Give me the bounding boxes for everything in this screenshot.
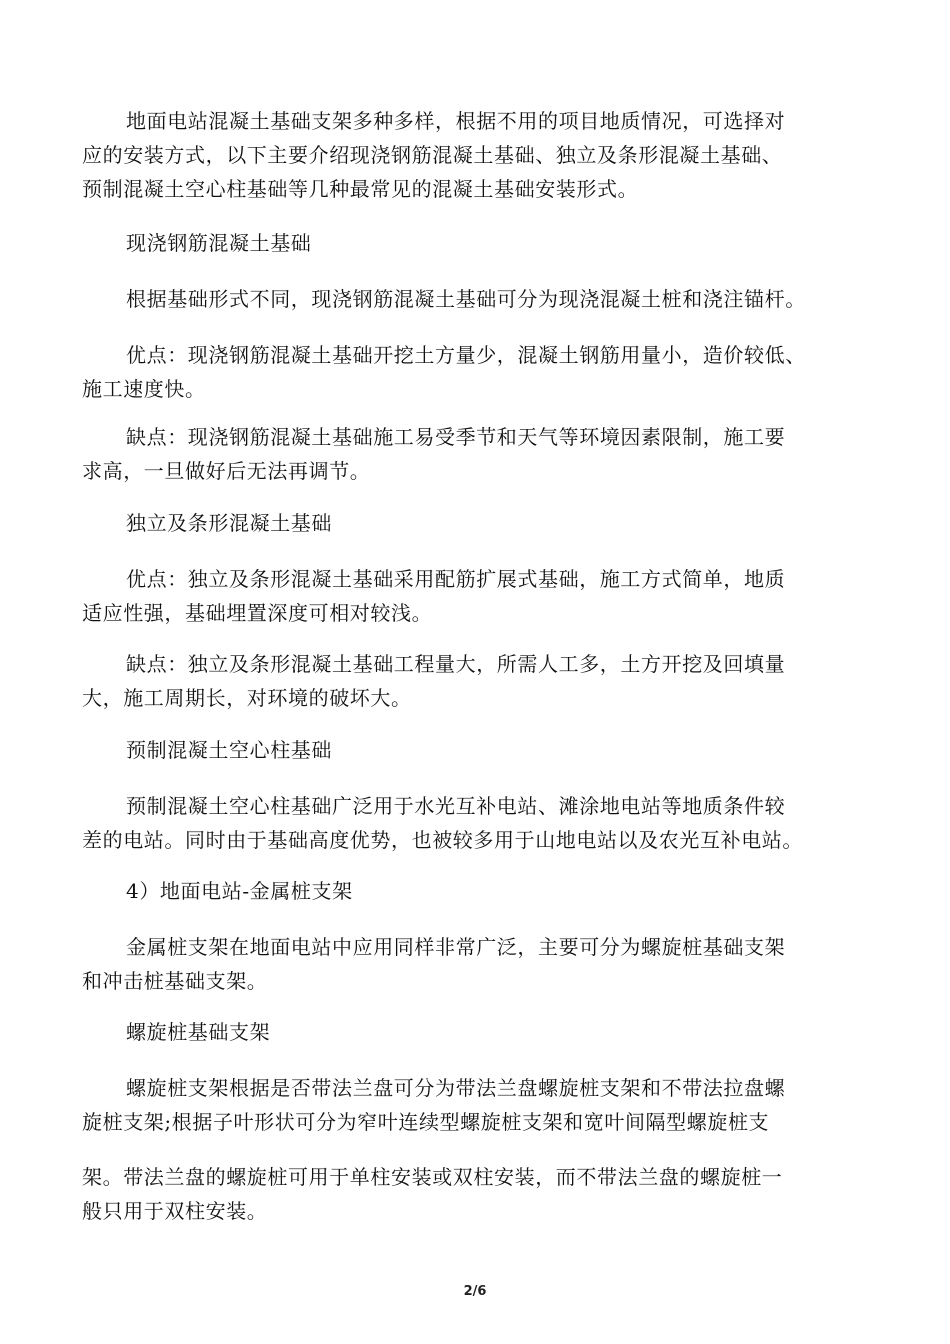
text-line: 预制混凝土空心柱基础广泛用于水光互补电站、滩涂地电站等地质条件较: [126, 794, 786, 818]
text-line: 预制混凝土空心柱基础: [126, 738, 332, 762]
text-line: 优点：独立及条形混凝土基础采用配筋扩展式基础，施工方式简单，地质: [126, 567, 786, 591]
text-line: 施工速度快。: [82, 377, 206, 401]
text-line: 架。带法兰盘的螺旋桩可用于单柱安装或双柱安装，而不带法兰盘的螺旋桩一: [82, 1165, 783, 1189]
text-line: 缺点：现浇钢筋混凝土基础施工易受季节和天气等环境因素限制，施工要: [126, 425, 786, 449]
text-line: 和冲击桩基础支架。: [82, 969, 268, 993]
text-line: 4）地面电站-金属桩支架: [126, 879, 353, 903]
paragraph-cast-in-place-types: [82, 282, 872, 316]
text-line: 般只用于双柱安装。: [82, 1199, 268, 1223]
text-line: 大，施工周期长，对环境的破坏大。: [82, 686, 412, 710]
text-line: 预制混凝土空心柱基础等几种最常见的混凝土基础安装形式。: [82, 177, 639, 201]
paragraph-screw-pile-installation: [82, 1160, 872, 1228]
text-line: 差的电站。同时由于基础高度优势，也被较多用于山地电站以及农光互补电站。: [82, 828, 803, 852]
text-line: 适应性强，基础埋置深度可相对较浅。: [82, 601, 433, 625]
paragraph-precast-hollow: [82, 789, 872, 857]
text-line: 地面电站混凝土基础支架多种多样，根据不用的项目地质情况，可选择对: [126, 109, 786, 133]
text-line: 螺旋桩基础支架: [126, 1020, 271, 1044]
text-line: 求高，一旦做好后无法再调节。: [82, 459, 371, 483]
text-line: 金属桩支架在地面电站中应用同样非常广泛，主要可分为螺旋桩基础支架: [126, 935, 786, 959]
text-line: 应的安装方式，以下主要介绍现浇钢筋混凝土基础、独立及条形混凝土基础、: [82, 143, 783, 167]
paragraph-cast-in-place-disadvantages: [82, 420, 872, 488]
section-heading-cast-in-place: [82, 226, 872, 260]
text-line: 独立及条形混凝土基础: [126, 511, 332, 535]
paragraph-cast-in-place-advantages: [82, 338, 872, 406]
section-heading-precast-hollow: [82, 733, 872, 767]
text-line: 优点：现浇钢筋混凝土基础开挖土方量少，混凝土钢筋用量小，造价较低、: [126, 343, 806, 367]
paragraph-screw-pile-types: [82, 1071, 872, 1139]
text-line: 旋桩支架;根据子叶形状可分为窄叶连续型螺旋桩支架和宽叶间隔型螺旋桩支: [82, 1110, 770, 1134]
page-number: 2/6: [463, 1284, 487, 1299]
paragraph-isolated-strip-disadvantages: [82, 647, 872, 715]
paragraph-intro: [82, 104, 872, 206]
section-heading-metal-pile: [82, 874, 872, 908]
text-line: 根据基础形式不同，现浇钢筋混凝土基础可分为现浇混凝土桩和浇注锚杆。: [126, 287, 806, 311]
section-heading-screw-pile: [82, 1015, 872, 1049]
text-line: 螺旋桩支架根据是否带法兰盘可分为带法兰盘螺旋桩支架和不带法拉盘螺: [126, 1076, 786, 1100]
text-line: 缺点：独立及条形混凝土基础工程量大，所需人工多，土方开挖及回填量: [126, 652, 786, 676]
paragraph-isolated-strip-advantages: [82, 562, 872, 630]
section-heading-isolated-strip: [82, 506, 872, 540]
text-line: 现浇钢筋混凝土基础: [126, 231, 312, 255]
paragraph-metal-pile: [82, 930, 872, 998]
